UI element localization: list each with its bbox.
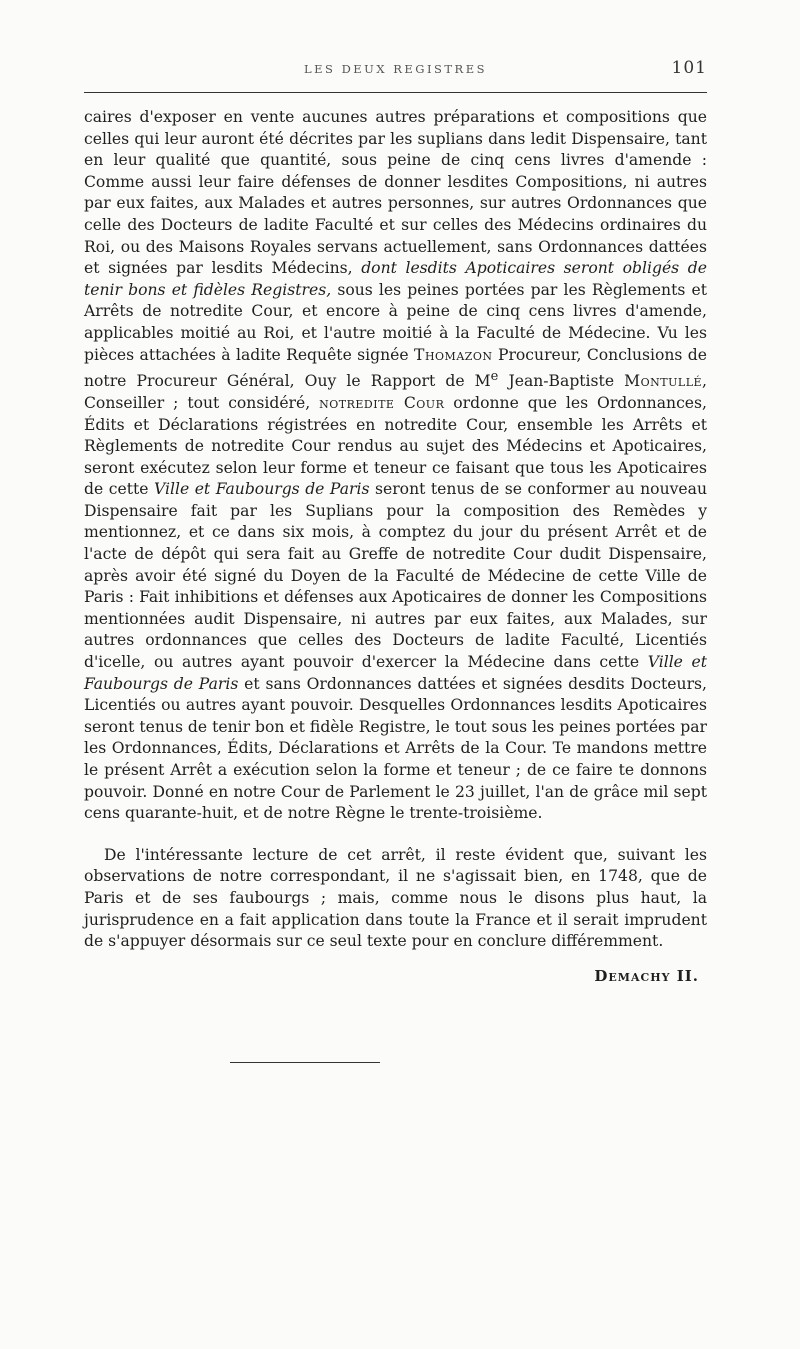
text-run: seront tenus de se conformer au nouveau Dispensaire fait par les Suplians pour la composition des Remèdes y mentionnez, et ce dans six mois, à comptez du jour du présent Arrêt et de l'acte de dépôt qui sera fait au Greffe de notredite Cour dudit Dispensaire, après avoir été signé du Doyen de la Faculté de Médecine de cette Ville de Paris : Fait inhibitions et défenses aux Apoticaires de donner les Compositions mentionnées audit Dispensaire, ni autres par eux faites, aux Malades, sur autres ordonnances que celles des Docteurs de ladite Faculté, Licentiés d'icelle, ou autres ayant pouvoir d'exercer la Médecine dans cette — [84, 480, 707, 672]
end-rule — [230, 1062, 380, 1063]
text-run: , Conseiller ; tout considéré, — [84, 372, 707, 412]
body-text — [84, 107, 707, 953]
name-thomazon: Thomazon — [414, 345, 493, 364]
header-rule — [84, 92, 707, 93]
italic-run: Ville et Faubourgs de Paris — [84, 653, 707, 693]
page-number: 101 — [671, 58, 707, 78]
page-header — [84, 56, 707, 86]
paragraph-commentary: De l'intéressante lecture de cet arrêt, il reste évident que, suivant les observations de notre correspondant, il ne s'agissait bien, en 1748, que de Paris et de ses faubourgs ; mais, comme nous le disons plus haut, la jurisprudence en a fait application dans toute la France et il serait imprudent de s'appuyer désormais sur ce seul texte pour en conclure différemment. — [84, 845, 707, 951]
text-run: caires d'exposer en vente aucunes autres préparations et compositions que celles qui leur auront été décrites par les suplians dans ledit Dispensaire, tant en leur qualité que quantité, sous peine de cinq cens livres d'amende : Comme aussi leur faire défenses de donner lesdites Compositions, ni autres par eux faites, aux Malades et autres personnes, sur autres Ordonnances que celle des Docteurs de ladite Faculté et sur celles des Médecins ordinaires du Roi, ou des Maisons Royales servans actuellement, sans Ordonnances dattées et signées par lesdits Médecins, — [84, 108, 707, 278]
text-run: et sans Ordonnances dattées et signées desdits Docteurs, Licentiés ou autres ayant pouvoir. Desquelles Ordonnances lesdits Apoticaires seront tenus de tenir bon et fidèle Registre, le tout sous les peines portées par les Ordonnances, Édits, Déclarations et Arrêts de la Cour. Te mandons mettre le présent Arrêt a exécution selon la forme et teneur ; de ce faire te donnons pouvoir. Donné en notre Cour de Parlement le 23 juillet, l'an de grâce mil sept cens quarante-huit, et de notre Règne le trente-troisième. — [84, 674, 707, 823]
superscript: e — [490, 369, 499, 385]
italic-run: dont lesdits Apoticaires seront obligés de tenir bons et fidèles Registres, — [84, 259, 707, 299]
text-run: sous les peines portées par les Règlements et Arrêts de notredite Cour, et encore à peine de cinq cens livres d'amende, applicables moitié au Roi, et l'autre moitié à la Faculté de Médecine. Vu les pièces attachées à ladite Requête signée — [84, 280, 707, 364]
running-title: LES DEUX REGISTRES — [304, 62, 487, 76]
italic-run: Ville et Faubourgs de Paris — [154, 480, 370, 499]
text-run: Jean-Baptiste — [508, 372, 615, 391]
text-run: Procureur, Conclusions de notre Procureur Général, Ouy le Rapport de M — [84, 345, 708, 391]
book-page — [84, 56, 707, 985]
paragraph-decree — [84, 107, 707, 825]
name-montulle: Montullé — [624, 372, 703, 391]
author-signature: Demachy II. — [594, 966, 699, 985]
text-run: ordonne que les Ordonnances, Édits et Déclarations régistrées en notredite Cour, ensemble les Arrêts et Règlements de notredite Cour rendus au sujet des Médecins et Apoticaires, seront exécutez selon leur forme et teneur ce faisant que tous les Apoticaires de cette — [84, 393, 707, 499]
smallcaps-cour: notredite Cour — [319, 393, 445, 412]
